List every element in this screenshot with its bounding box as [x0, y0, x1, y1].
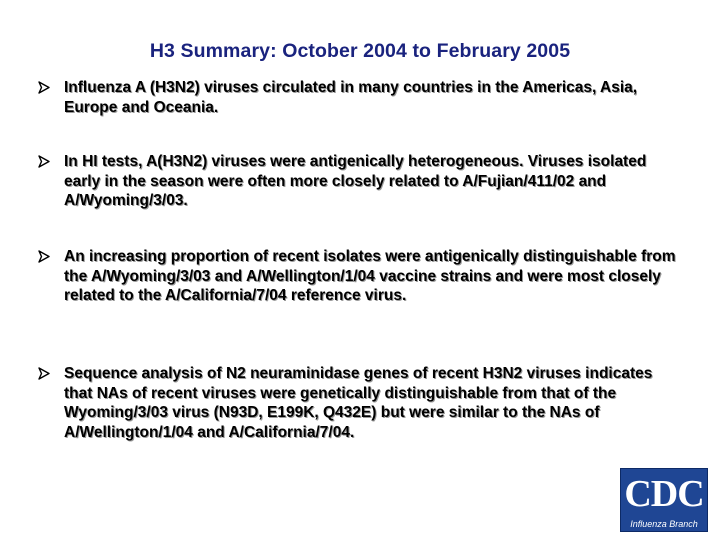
- bullet-text: Sequence analysis of N2 neuraminidase genes of recent H3N2 viruses indicates that NAs of recent viruses were genetically distinguishable from that of the Wyoming/3/03 virus (N93D, E199K, Q432E) but were similar to the NAs of A/Wellington/1/04 and A/California/7/04.: [64, 365, 653, 441]
- cdc-logo-caption: Influenza Branch: [630, 519, 698, 529]
- bullet-text: An increasing proportion of recent isolates were antigenically distinguishable from the A/Wyoming/3/03 and A/Wellington/1/04 vaccine strains and were most closely related to the A/California/7/04 reference virus.: [64, 248, 676, 304]
- arrowhead-bullet-icon: [38, 78, 64, 94]
- cdc-logo-letters: CDC: [624, 473, 704, 515]
- cdc-logo: [620, 468, 708, 532]
- bullet-item: [38, 78, 678, 117]
- arrowhead-bullet-icon: [38, 152, 64, 168]
- bullet-text: In HI tests, A(H3N2) viruses were antigenically heterogeneous. Viruses isolated early in the season were often more closely related to A/Fujian/411/02 and A/Wyoming/3/03.: [64, 153, 647, 209]
- bullet-item: [38, 152, 678, 211]
- slide-title: H3 Summary: October 2004 to February 2005: [149, 40, 571, 62]
- bullet-item: [38, 364, 678, 442]
- arrowhead-bullet-icon: [38, 364, 64, 380]
- arrowhead-bullet-icon: [38, 247, 64, 263]
- bullet-text: Influenza A (H3N2) viruses circulated in many countries in the Americas, Asia, Europe and Oceania.: [64, 79, 638, 116]
- bullet-item: [38, 247, 678, 306]
